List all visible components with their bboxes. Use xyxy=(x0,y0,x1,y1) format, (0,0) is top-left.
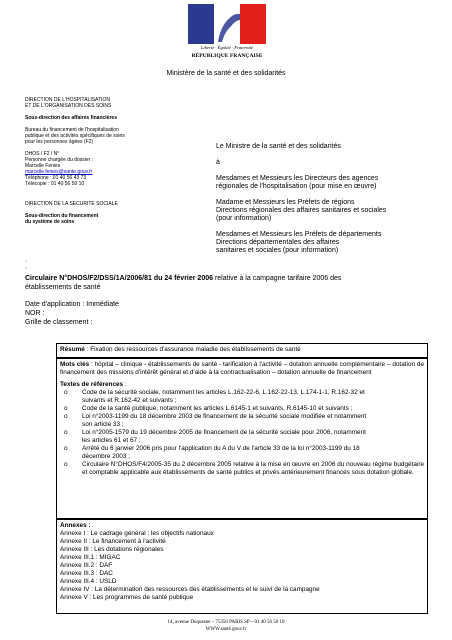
circular-meta xyxy=(25,300,325,327)
republic-motto: Liberté · Égalité · Fraternité xyxy=(200,45,254,50)
grille-classement: Grille de classement : xyxy=(25,319,93,326)
recipient-ars-line1: Mesdames et Messieurs les Directeurs des agences xyxy=(216,175,379,182)
circular-subject-line2: établissements de santé xyxy=(25,283,101,291)
recipient-regions-line3: (pour information) xyxy=(216,215,272,222)
subdirection-financial: Sous-direction des affaires financières xyxy=(25,115,117,121)
margin-dot-2: · xyxy=(25,265,28,272)
bullet-circle-icon: o xyxy=(64,461,68,468)
republic-name: RÉPUBLIQUE FRANÇAISE xyxy=(191,53,263,59)
reference-item xyxy=(60,429,424,445)
fax-number: Télécopie : 01 40 56 50 10 xyxy=(25,181,85,187)
references-heading: Textes de références : xyxy=(60,381,127,388)
marianne-flag-logo xyxy=(188,4,266,44)
recipient-departments-line1: Mesdames et Messieurs les Préfets de départements xyxy=(216,231,382,238)
date-application: Date d'application : Immédiate xyxy=(25,301,119,308)
annex-item: Annexe III.2 : DAF xyxy=(60,562,113,569)
page-footer xyxy=(0,619,452,633)
reference-text: Arrêté du 6 janvier 2006 pris pour l'application du A du V de l'article 33 de la loi n°2003-1199 du 18 xyxy=(82,445,360,452)
bullet-circle-icon: o xyxy=(64,413,68,420)
reference-item xyxy=(60,413,424,429)
recipient-departments-line3: sanitaires et sociales (pour information) xyxy=(216,247,339,254)
reference-text: Circulaire N°DHOS/F4/2005-35 du 2 décembre 2005 relative à la mise en œuvre en 2006 du nouveau régime budgétaire et comptable applicable aux établissements de santé publics et privés antérieurement financés sous dotation globale. xyxy=(82,461,424,476)
footer-address: 14, avenue Duquesne – 75350 PARIS SP – 01 40 56 50 10 xyxy=(167,620,285,625)
annexes-box xyxy=(56,519,428,614)
recipient-regions-line1: Madame et Messieurs les Préfets de régions xyxy=(216,199,355,206)
bureau-line1: Bureau du financement de l'hospitalisation xyxy=(25,127,119,133)
annex-item: Annexe III.1 : MIGAC xyxy=(60,554,121,561)
ministry-name: Ministère de la santé et des solidarités xyxy=(166,70,286,77)
references-list xyxy=(60,389,424,477)
annexes-label: Annexes : xyxy=(60,522,91,529)
reference-text-continued: les articles 61 et 67 ; xyxy=(82,437,141,444)
recipients-block xyxy=(216,143,438,255)
annex-item: Annexe IV : La détermination des ressources des établissements et le suivi de la campagne xyxy=(60,586,320,593)
annex-item: Annexe I : Le cadrage général : les objectifs nationaux xyxy=(60,530,214,537)
annex-item: Annexe III.3 : DAC xyxy=(60,570,113,577)
reference-number: DHOS / F2 / N° xyxy=(25,151,60,157)
reference-text: Code de la sécurité sociale, notamment les articles L.162-22-6, L.162-22-13, L.174-1-1, R.162-32 et xyxy=(82,389,365,396)
annex-item: Annexe III : Les dotations régionales xyxy=(60,546,164,553)
bullet-circle-icon: o xyxy=(64,405,68,412)
bullet-circle-icon: o xyxy=(64,445,68,452)
summary-box xyxy=(56,343,428,358)
annex-item: Annexe II : Le financement à l'activité xyxy=(60,538,166,545)
subdirection-funding-line2: du système de soins xyxy=(25,219,75,225)
keywords-paragraph xyxy=(60,361,424,377)
contact-label: Personne chargée du dossier : xyxy=(25,157,94,163)
reference-item xyxy=(60,405,424,413)
bullet-circle-icon: o xyxy=(64,389,68,396)
recipient-departments-line2: Directions départementales des affaires xyxy=(216,239,340,246)
phone-number: Téléphone : 01 40 56 43 73 xyxy=(25,175,87,181)
direction-social-security: DIRECTION DE LA SECURITE SOCIALE xyxy=(25,201,118,207)
reference-text: Loi n°2003-1199 du 18 décembre 2003 de financement de la sécurité sociale modifiée et notamment xyxy=(82,413,367,420)
sender-block xyxy=(25,97,190,225)
recipient-ars-line2: régionales de l'hospitalisation (pour mise en œuvre) xyxy=(216,183,377,190)
bullet-circle-icon: o xyxy=(64,429,68,436)
circular-number: Circulaire N°DHOS/F2/DSS/1A/2006/81 du 24 février 2006 xyxy=(25,275,214,282)
keywords-text: : hôpital – clinique - établissements de santé - tarification à l'activité – dotation annuelle complémentaire – dotation de financement des missions d'intérêt général et d'aide à la contractualisation – dotation annuelle de financement xyxy=(60,361,425,376)
summary-label: Résumé xyxy=(60,346,85,353)
reference-text-continued: son article 33 ; xyxy=(82,421,124,428)
annex-item: Annexe V : Les programmes de santé publique xyxy=(60,594,194,601)
footer-website: WWW.santé.gouv.fr xyxy=(205,627,247,632)
keywords-label: Mots clés xyxy=(60,361,90,368)
reference-item xyxy=(60,461,424,477)
direction-hospitalisation: DIRECTION DE L'HOSPITALISATION xyxy=(25,97,110,103)
annex-item: Annexe III.4 : USLD xyxy=(60,578,117,585)
circular-subject: relative à la campagne tarifaire 2006 des xyxy=(213,275,342,282)
direction-hospitalisation-line2: ET DE L'ORGANISATION DES SOINS xyxy=(25,103,112,109)
reference-text: Loi n°2005-1579 du 19 décembre 2005 de financement de la sécurité sociale pour 2006, notamment xyxy=(82,429,366,436)
annexes-list xyxy=(60,530,424,602)
bureau-line2: publique et des activités spécifiques de soins xyxy=(25,133,125,139)
reference-text-continued: décembre 2003 ; xyxy=(82,453,130,460)
subdirection-funding: Sous-direction du financement xyxy=(25,213,99,219)
reference-text-continued: suivants et R.162-42 et suivants ; xyxy=(82,397,177,404)
recipient-regions-line2: Directions régionales des affaires sanitaires et sociales xyxy=(216,207,387,214)
to-word: à xyxy=(216,159,220,166)
reference-text: Code de la santé publique, notamment les articles L.6145-1 et suivants, R.6145-10 et suivants ; xyxy=(82,405,353,412)
keywords-references-box xyxy=(56,358,428,519)
reference-item xyxy=(60,445,424,461)
minister-line: Le Ministre de la santé et des solidarités xyxy=(216,143,341,150)
margin-dot-1: · xyxy=(25,258,28,265)
contact-name: Marcelle Fenies xyxy=(25,163,61,169)
nor-field: NOR : xyxy=(25,310,45,317)
summary-text: : Fixation des ressources d'assurance maladie des établissements de santé xyxy=(84,346,301,353)
contact-email-link[interactable]: marcelle.fenies@sante.gouv.fr xyxy=(25,169,93,175)
circular-title xyxy=(25,275,430,292)
reference-item xyxy=(60,389,424,405)
bureau-line3: pour les personnes âgées (F2) xyxy=(25,139,94,145)
republic-logo xyxy=(188,4,266,62)
references-label: Textes de références xyxy=(60,381,124,388)
